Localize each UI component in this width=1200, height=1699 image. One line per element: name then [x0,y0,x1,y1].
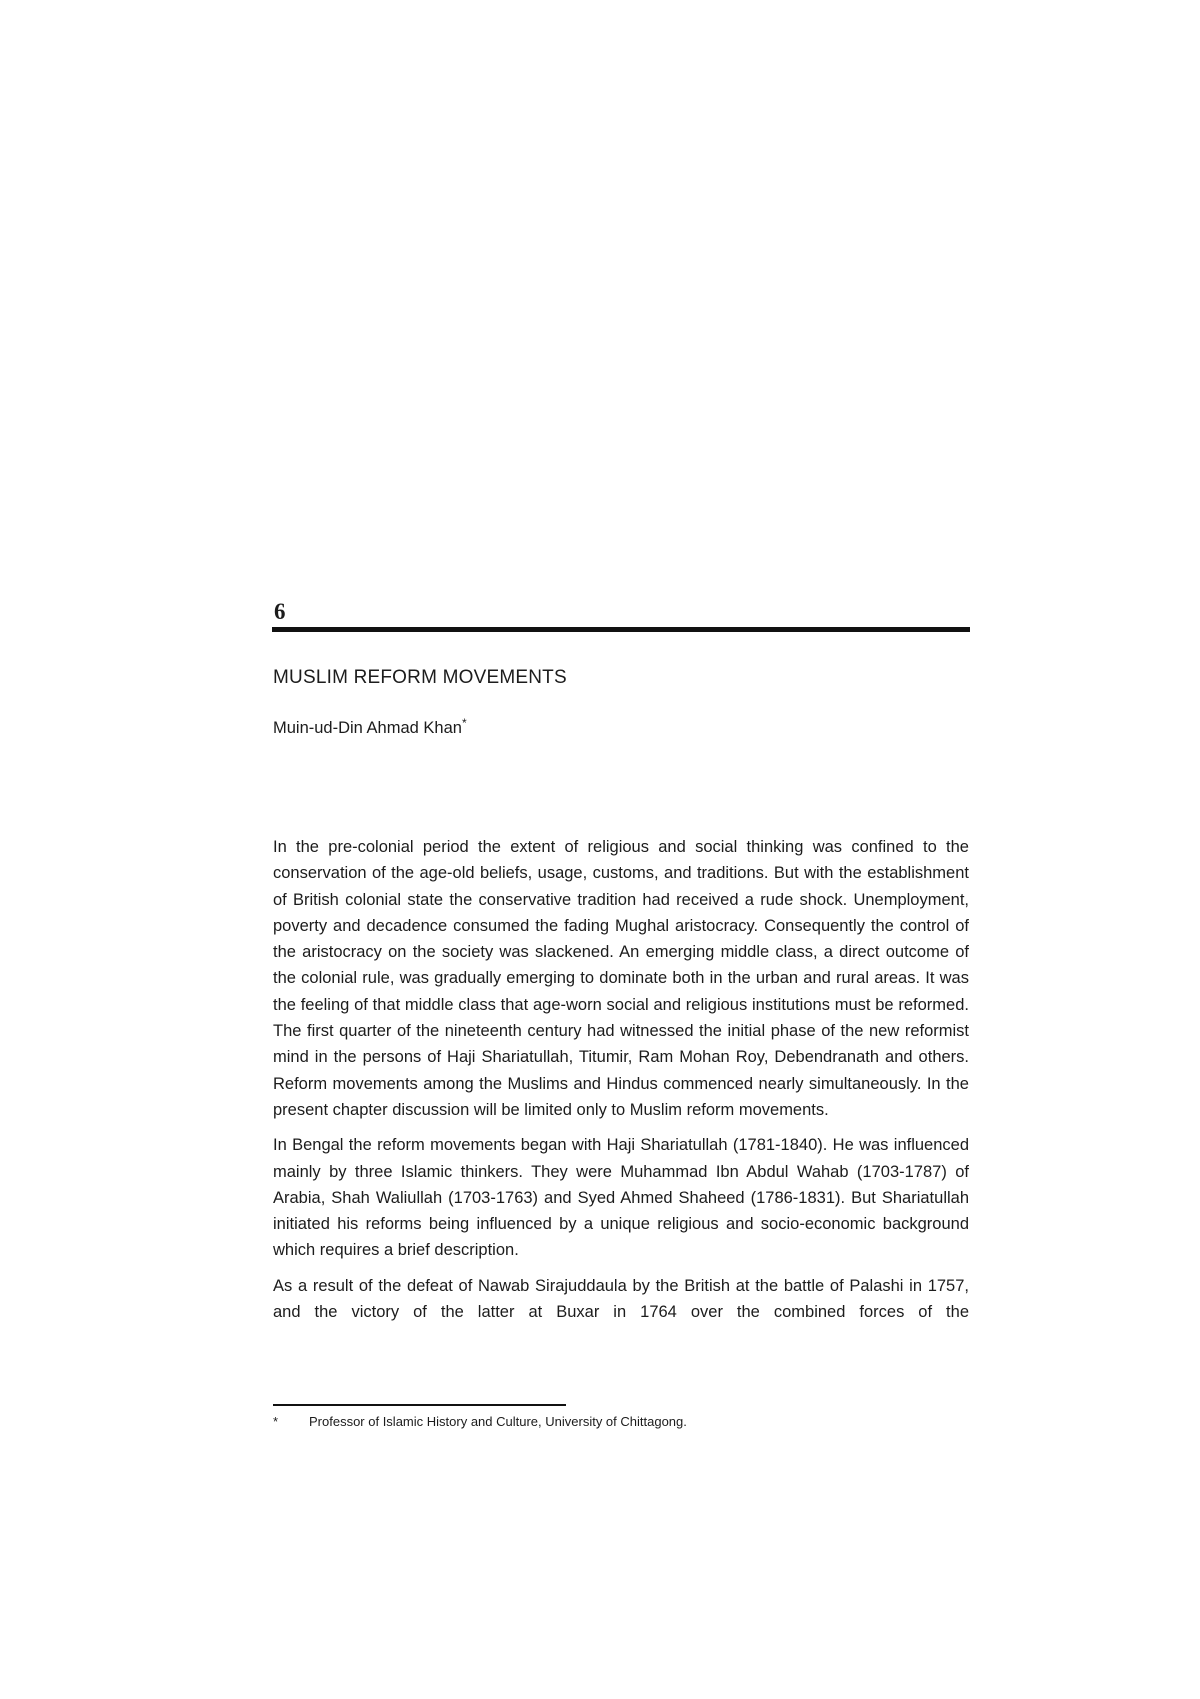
chapter-number: 6 [274,599,286,624]
author-name: Muin-ud-Din Ahmad Khan [273,719,462,737]
author-footnote-mark: * [461,716,467,730]
footnote [273,1413,687,1431]
chapter-title: MUSLIM REFORM MOVEMENTS [273,667,567,688]
paragraph: In the pre-colonial period the extent of religious and social thinking was confined to the conservation of the age-old beliefs, usage, customs, and traditions. But with the establishment of British colonial state the conservative tradition had received a rude shock. Unemployment, poverty and decadence consumed the fading Mughal aristocracy. Consequently the control of the aristocracy on the society was slackened. An emerging middle class, a direct outcome of the colonial rule, was gradually emerging to dominate both in the urban and rural areas. It was the feeling of that middle class that age-worn social and religious institutions must be reformed. The first quarter of the nineteenth century had witnessed the initial phase of the new reformist mind in the persons of Haji Shariatullah, Titumir, Ram Mohan Roy, Debendranath and others. Reform movements among the Muslims and Hindus commenced nearly simultaneously. In the present chapter discussion will be limited only to Muslim reform movements. [273,838,969,1119]
body-text [273,834,969,1334]
footnote-divider [273,1404,566,1406]
paragraph: As a result of the defeat of Nawab Sirajuddaula by the British at the battle of Palashi in 1757, and the victory of the latter at Buxar in 1764 over the combined forces of the [273,1276,969,1322]
footnote-text: Professor of Islamic History and Culture, University of Chittagong. [309,1414,687,1429]
chapter-divider [272,627,970,632]
footnote-mark: * [273,1414,279,1429]
paragraph: In Bengal the reform movements began with Haji Shariatullah (1781-1840). He was influenced mainly by three Islamic thinkers. They were Muhammad Ibn Abdul Wahab (1703-1787) of Arabia, Shah Waliullah (1703-1763) and Syed Ahmed Shaheed (1786-1831). But Shariatullah initiated his reforms being influenced by a unique religious and socio-economic background which requires a brief description. [273,1136,969,1260]
author-line [273,717,467,739]
